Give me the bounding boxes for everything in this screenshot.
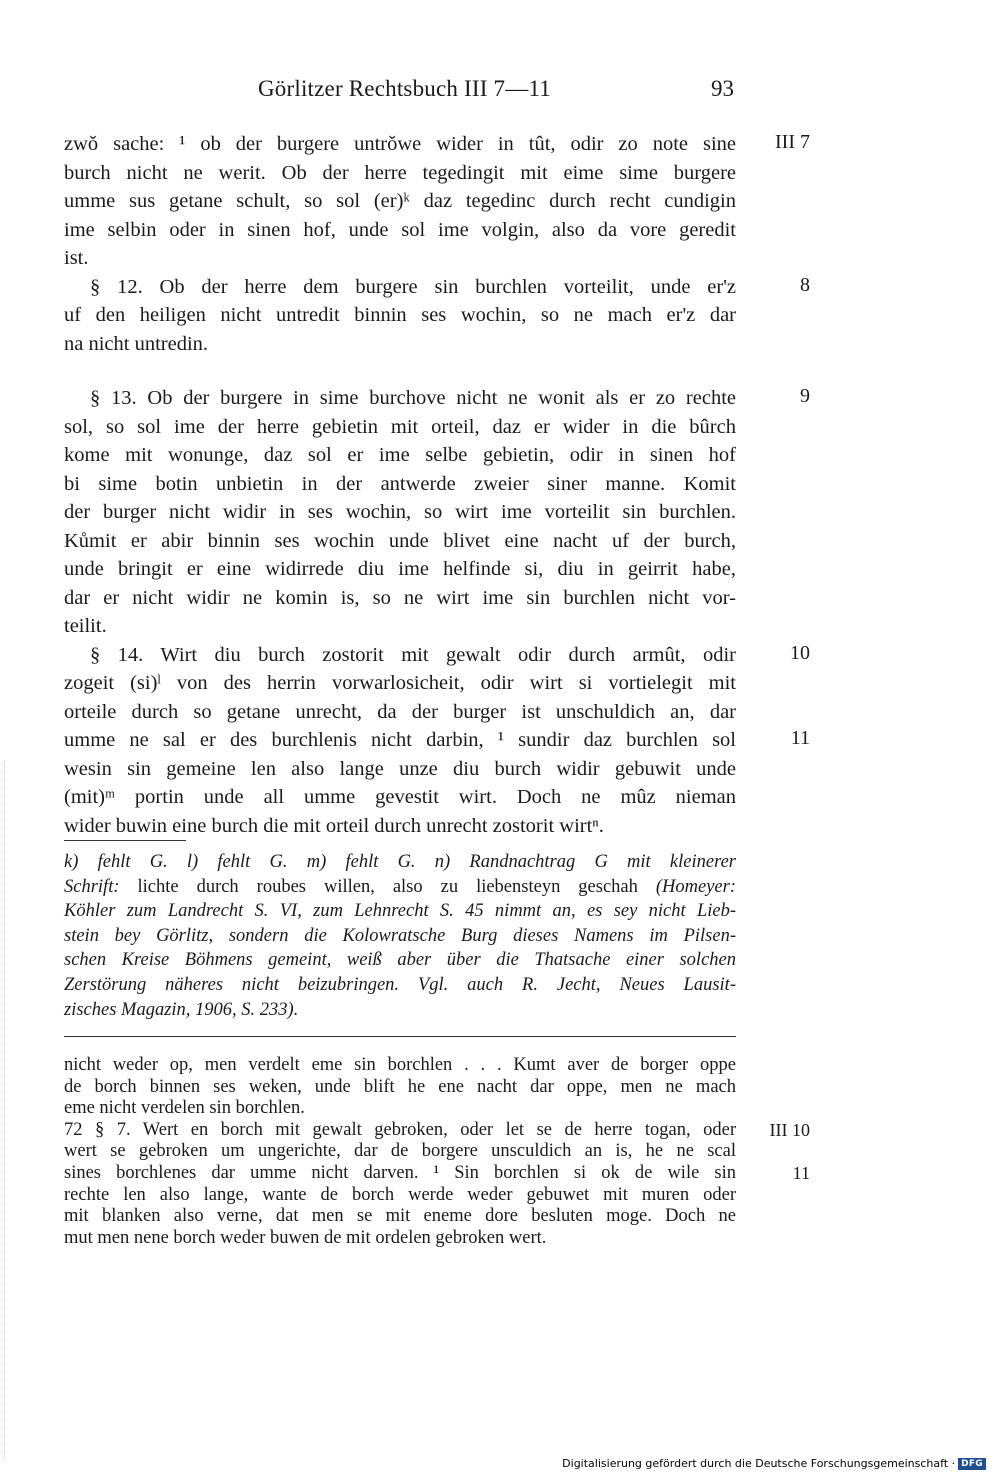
text-line: der burger nicht widir in ses wochin, so wirt ime vorteilit sin burchlen.: [64, 501, 736, 523]
paragraph-gap: [64, 358, 736, 384]
parallel-line: eme nicht verdelen sin borchlen.: [64, 1098, 305, 1119]
parallel-line: mit blanken also verne, dat men se mit eneme dore besluten moge. Doch ne: [64, 1206, 736, 1227]
text-line: § 14. Wirt diu burch zostorit mit gewalt odir durch armût, odir: [90, 643, 736, 666]
text-line: (mit)ᵐ portin unde all umme gevestit wirt. Doch ne mûz nieman: [64, 786, 736, 808]
parallel-text: [64, 1055, 736, 1249]
text-line: zwǒ sache: ¹ ob der burgere untrǒwe wider in tût, odir zo note sine: [64, 133, 736, 155]
text-line: umme sus getane schult, so sol (er)ᵏ daz tegedinc durch recht cundigin: [64, 190, 736, 212]
text-line: zogeit (si)ˡ von des herrin vorwarlosicheit, odir wirt si vortielegit mit: [64, 672, 736, 694]
footnote-line: [64, 899, 736, 924]
parallel-section-marker: 11: [792, 1163, 810, 1183]
section-rule: [64, 1036, 736, 1037]
text-line: kome mit wonunge, daz sol er ime selbe gebietin, odir in sinen hof: [64, 444, 736, 466]
text-line: dar er nicht widir ne komin is, so ne wirt ime sin burchlen nicht vor-: [64, 586, 736, 609]
text-line: bi sime botin unbietin in der antwerde zweier siner manne. Komit: [64, 472, 736, 495]
text-line: orteile durch so getane unrecht, da der burger ist unschuldich an, dar: [64, 700, 736, 723]
parallel-line: sines borchlenes dar umme nicht darven. ¹ Sin borchlen si ok de wile sin: [64, 1162, 736, 1183]
footnote-segment: Köhler zum Landrecht S. VI, zum Lehnrecht S. 45 nimmt an, es sey nicht Lieb-: [64, 901, 736, 922]
section-marker: 8: [800, 273, 810, 296]
footnote-segment: schen Kreise Böhmens gemeint, weiß aber über die Thatsache einer solchen: [64, 950, 736, 971]
text-line: uf den heiligen nicht untredit binnin ses wochin, so ne mach er'z dar: [64, 304, 736, 326]
parallel-line: wert se gebroken um ungerichte, dar de borgere unsculdich an is, he ne scal: [64, 1141, 736, 1162]
text-line: teilit.: [64, 615, 107, 637]
parallel-line: 72 § 7. Wert en borch mit gewalt gebroken, oder let se de herre togan, oder: [64, 1119, 736, 1140]
text-line: sol, so sol ime der herre gebietin mit orteil, daz er wider in die bûrch: [64, 415, 736, 438]
text-line: Kůmit er abir binnin ses wochin unde blivet eine nacht uf der burch,: [64, 529, 736, 552]
page-number: 93: [711, 76, 734, 101]
parallel-line: nicht weder op, men verdelt eme sin borchlen . . . Kumt aver de borger oppe: [64, 1055, 736, 1075]
footnote-rule: [64, 840, 186, 841]
footnotes: [64, 850, 736, 1022]
footnote-segment: k) fehlt G. l) fehlt G. m) fehlt G. n) Randnachtrag G mit kleinerer: [64, 852, 736, 872]
footnote-line: [64, 924, 736, 949]
text-line: unde bringit er eine widirrede diu ime helfinde si, diu in geirrit habe,: [64, 558, 736, 580]
parallel-section-marker: III 10: [769, 1119, 810, 1140]
section-marker: III 7: [775, 131, 810, 153]
footnote-segment: Schrift:: [64, 876, 138, 897]
parallel-line: rechte len also lange, wante de borch werde weder gebuwet mit muren oder: [64, 1184, 736, 1205]
section-marker: 11: [790, 727, 810, 749]
footnote-line: [64, 850, 736, 875]
text-line: § 12. Ob der herre dem burgere sin burchlen vorteilit, unde er'z: [90, 275, 736, 298]
footnote-line: [64, 998, 736, 1023]
scan-edge: [4, 760, 5, 1460]
funding-text: Digitalisierung gefördert durch die Deutsche Forschungsgemeinschaft ·: [562, 1457, 956, 1470]
running-title: Görlitzer Rechtsbuch III 7—11: [258, 76, 551, 101]
footnote-segment: Zerstörung näheres nicht beizubringen. Vgl. auch R. Jecht, Neues Lausit-: [64, 974, 736, 995]
funding-note: [562, 1457, 986, 1470]
text-line: ist.: [64, 247, 89, 269]
footnote-segment: lichte durch roubes willen, also zu liebensteyn geschah: [137, 876, 656, 897]
section-marker: 9: [800, 385, 810, 407]
footnote-line: [64, 948, 736, 973]
section-marker: 10: [790, 641, 810, 664]
text-line: wesin sin gemeine len also lange unze diu burch widir gebuwit unde: [64, 757, 736, 780]
text-line: umme ne sal er des burchlenis nicht darbin, ¹ sundir daz burchlen sol: [64, 729, 736, 751]
dfg-logo: DFG: [958, 1458, 986, 1470]
text-line: § 13. Ob der burgere in sime burchove nicht ne wonit als er zo rechte: [90, 387, 736, 409]
text-line: burch nicht ne werit. Ob der herre tegedingit mit eime sime burgere: [64, 161, 736, 184]
footnote-segment: (Homeyer:: [655, 876, 736, 897]
footnote-segment: stein bey Görlitz, sondern die Kolowratsche Burg dieses Namens im Pilsen-: [64, 925, 736, 946]
footnote-line: [64, 875, 736, 900]
text-line: ime selbin oder in sinen hof, unde sol ime volgin, also da vore geredit: [64, 218, 736, 241]
main-text: [64, 130, 736, 840]
parallel-line: mut men nene borch weder buwen de mit ordelen gebroken wert.: [64, 1227, 547, 1248]
text-line: na nicht untredin.: [64, 332, 209, 355]
footnote-segment: zisches Magazin, 1906, S. 233).: [64, 999, 299, 1020]
footnote-line: [64, 973, 736, 998]
text-line: wider buwin eine burch die mit orteil durch unrecht zostorit wirtⁿ.: [64, 814, 604, 837]
parallel-line: de borch binnen ses weken, unde blift he ene nacht dar oppe, men ne mach: [64, 1076, 736, 1097]
